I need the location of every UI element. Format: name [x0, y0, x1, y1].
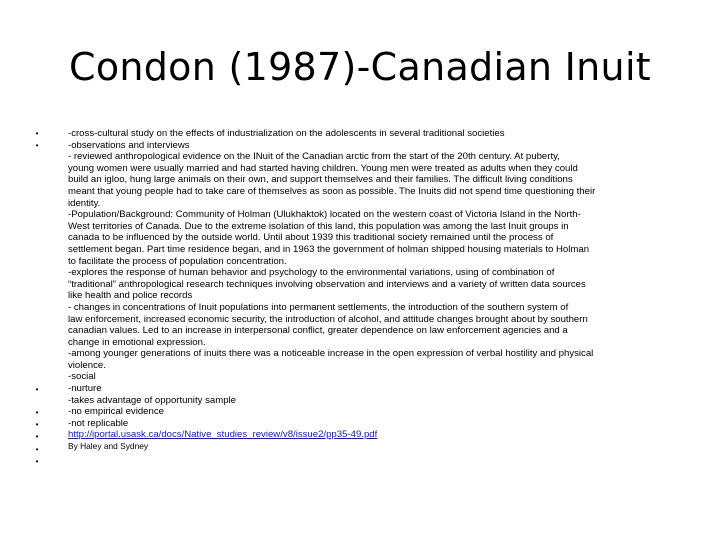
- bullet-4: •: [35, 408, 39, 417]
- body-line: -not replicable: [68, 417, 129, 429]
- body-line: -among younger generations of inuits there was a noticeable increase in the open expression of verbal hostility and physical: [68, 348, 594, 360]
- body-line: canada to be influenced by the outside world. Until about 1939 this traditional society remained until the process of: [68, 232, 554, 244]
- bullet-6: •: [35, 432, 39, 441]
- bullet-1: •: [35, 129, 39, 138]
- body-line: identity.: [68, 197, 101, 209]
- body-line: settlement began. Part time residence began, and in 1963 the government of holman shipped housing materials to Holman: [68, 243, 590, 255]
- body-line: “traditional” anthropological research techniques involving observation and interviews and a variety of written data sources: [68, 278, 586, 290]
- body-line: young women were usually married and had started having children. Young men were treated as adults when they could: [68, 162, 578, 174]
- body-line: -cross-cultural study on the effects of industrialization on the adolescents in several traditional societies: [68, 128, 505, 139]
- body-line: -explores the response of human behavior and psychology to the environmental variations, using of combination of: [68, 267, 555, 279]
- body-line: -takes advantage of opportunity sample: [68, 394, 236, 406]
- body-line: to facilitate the process of population concentration.: [68, 255, 287, 267]
- slide-body: [68, 128, 680, 453]
- bullet-2: •: [35, 141, 39, 150]
- bullet-5: •: [35, 420, 39, 429]
- body-line: - reviewed anthropological evidence on the INuit of the Canadian arctic from the start of the 20th century. At puberty,: [68, 151, 560, 163]
- body-line: change in emotional expression.: [68, 336, 206, 348]
- body-line: violence.: [68, 359, 106, 371]
- body-line: like health and police records: [68, 290, 193, 302]
- body-line: -observations and interviews: [68, 139, 190, 151]
- slide-title: Condon (1987)-Canadian Inuit: [68, 45, 652, 89]
- source-link[interactable]: http://iportal.usask.ca/docs/Native_studies_review/v8/issue2/pp35-49.pdf: [68, 429, 378, 441]
- body-line: -no empirical evidence: [68, 406, 164, 418]
- body-line: law enforcement, increased economic security, the introduction of alcohol, and attitude changes brought about by southern: [68, 313, 588, 325]
- bullet-8: •: [35, 457, 39, 466]
- bullet-3: •: [35, 385, 39, 394]
- body-line: canadian values. Led to an increase in interpersonal conflict, greater dependence on law enforcement agencies and a: [68, 325, 568, 337]
- bullet-7: •: [35, 445, 39, 454]
- body-line: -Population/Background: Community of Holman (Ulukhaktok) located on the western coast of Victoria Island in the North-: [68, 209, 581, 221]
- credits-line: By Haley and Sydney: [68, 441, 149, 452]
- body-line: - changes in concentrations of Inuit populations into permanent settlements, the introduction of the southern system of: [68, 301, 569, 313]
- body-line: -social: [68, 371, 96, 383]
- body-line: meant that young people had to take care of themselves as soon as possible. The Inuits did not spend time questioning their: [68, 185, 596, 197]
- body-line: -nurture: [68, 383, 102, 395]
- body-line: West territories of Canada. Due to the extreme isolation of this land, this population was among the last Inuit groups in: [68, 220, 569, 232]
- body-line: build an igloo, hung large animals on their own, and support themselves and their families. The difficult living conditions: [68, 174, 573, 186]
